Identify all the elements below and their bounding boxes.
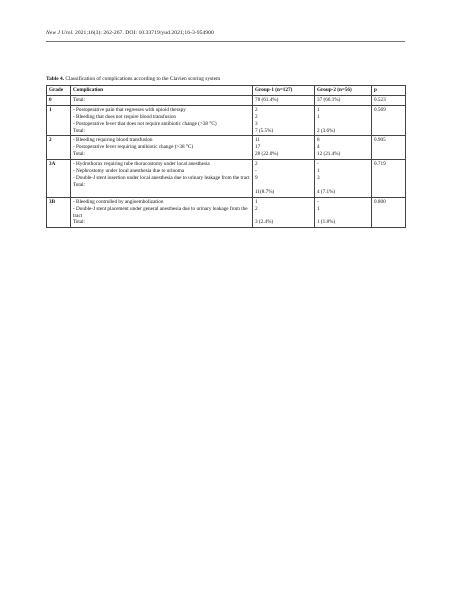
grade-cell: 3A: [47, 160, 71, 198]
group-1-cell: [253, 160, 315, 198]
header-grade: Grade: [47, 86, 71, 96]
complication-cell-line: - Double-J stent placement under general anesthesia due to urinary leakage from the tract: [73, 205, 248, 219]
group-2-cell-line: 12 (21.4%): [317, 151, 341, 158]
group-1-cell-line: 2: [255, 113, 258, 120]
running-header: [46, 30, 406, 37]
group-1-cell-line: 28 (22.0%): [255, 151, 279, 158]
table-label: Table 4.: [46, 76, 65, 82]
group-1-cell-line: 11(8.7%): [255, 188, 275, 195]
table-row: [47, 136, 406, 160]
header-group-2: Group-2 (n=56): [315, 86, 372, 96]
journal-name: New J Urol.: [46, 30, 74, 36]
group-2-cell-line: 8: [317, 137, 320, 144]
group-1-cell-line: 11: [255, 137, 260, 144]
group-1-cell-line: 78 (61.4%): [255, 96, 279, 103]
p-value-cell: 0.569: [372, 105, 406, 136]
complication-cell: [71, 95, 253, 105]
group-2-cell-line: 2 (3.6%): [317, 127, 336, 134]
complication-cell-line: Total:: [73, 181, 86, 188]
group-1-cell: [253, 197, 315, 228]
group-2-cell-line: 4 (7.1%): [317, 188, 336, 195]
complication-cell-line: Total:: [73, 96, 86, 103]
group-1-cell: [253, 136, 315, 160]
p-value-cell: 0.800: [372, 197, 406, 228]
complication-cell: [71, 160, 253, 198]
group-1-cell-line: 2: [255, 205, 258, 212]
group-2-cell: [315, 160, 372, 198]
group-2-cell-line: 1 (1.8%): [317, 219, 336, 226]
header-complication: Complication: [71, 86, 253, 96]
group-2-cell-line: 1: [317, 168, 320, 175]
group-2-cell: [315, 95, 372, 105]
table-caption: [46, 76, 406, 83]
table-row: [47, 95, 406, 105]
group-1-cell-line: 2: [255, 161, 258, 168]
complication-cell-line: - Nephrostomy under local anesthesia due to urinoma: [73, 168, 185, 175]
complication-cell-line: Total:: [73, 219, 86, 226]
group-2-cell-line: -: [317, 161, 319, 168]
group-2-cell-line: 37 (66.1%): [317, 96, 341, 103]
group-1-cell-line: 3: [255, 120, 258, 127]
table-row: [47, 197, 406, 228]
grade-cell: 3B: [47, 197, 71, 228]
complication-cell: [71, 105, 253, 136]
group-2-cell: [315, 105, 372, 136]
group-2-cell-line: 1: [317, 205, 320, 212]
group-1-cell-line: 2: [255, 106, 258, 113]
complication-cell-line: - Postoperative fever requiring antibiotic change (>38 °C): [73, 144, 194, 151]
complication-cell: [71, 136, 253, 160]
complication-cell-line: - Postoperative pain that regresses with opioid therapy: [73, 106, 186, 113]
group-1-cell-line: -: [255, 168, 257, 175]
header-group-1: Group-1 (n=127): [253, 86, 315, 96]
group-1-cell: [253, 105, 315, 136]
complication-cell-line: - Double-J stent insertion under local anesthesia due to urinary leakage from the tract: [73, 174, 250, 181]
p-value-cell: 0.719: [372, 160, 406, 198]
grade-cell: 1: [47, 105, 71, 136]
complication-cell-line: - Postoperative fever that does not require antibiotic change (>38 °C): [73, 120, 217, 127]
grade-cell: 0: [47, 95, 71, 105]
header-rule: [46, 41, 405, 42]
table-row: [47, 105, 406, 136]
complications-table: [46, 85, 406, 228]
complication-cell-line: - Bleeding that does not require blood transfusion: [73, 113, 177, 120]
group-2-cell-line: 1: [317, 113, 320, 120]
group-2-cell-line: -: [317, 198, 319, 205]
group-2-cell-line: [317, 121, 369, 128]
group-1-cell: [253, 95, 315, 105]
group-2-cell-line: 4: [317, 144, 320, 151]
group-1-cell-line: 7 (5.5%): [255, 127, 274, 134]
citation: 2021;16(3): 262-267. DOI: 10.33719/yud.2021;16-3-954900: [73, 30, 214, 36]
grade-cell: 2: [47, 136, 71, 160]
group-1-cell-line: [255, 182, 312, 189]
group-2-cell-line: 3: [317, 174, 320, 181]
p-value-cell: 0.905: [372, 136, 406, 160]
group-2-cell-line: 1: [317, 106, 320, 113]
table-header-row: [47, 86, 406, 96]
group-1-cell-line: 17: [255, 144, 261, 151]
complication-cell-line: - Hydrothorax requiring tube thoracostomy under local anesthesia: [73, 161, 210, 168]
group-1-cell-line: 9: [255, 174, 258, 181]
p-value-cell: 0.523: [372, 95, 406, 105]
complication-cell-line: - Bleeding controlled by angioembolization: [73, 198, 164, 205]
complication-cell-line: Total:: [73, 127, 86, 134]
group-2-cell-line: [317, 182, 369, 189]
group-2-cell: [315, 197, 372, 228]
complication-cell: [71, 197, 253, 228]
group-2-cell: [315, 136, 372, 160]
table-row: [47, 160, 406, 198]
group-1-cell-line: 1: [255, 198, 258, 205]
header-p: p: [372, 86, 406, 96]
table-caption-text: Classification of complications according to the Clavien scoring system: [64, 76, 221, 82]
complication-cell-line: - Bleeding requiring blood transfusion: [73, 137, 153, 144]
complication-cell-line: Total:: [73, 151, 86, 158]
group-1-cell-line: 3 (2.4%): [255, 219, 274, 226]
